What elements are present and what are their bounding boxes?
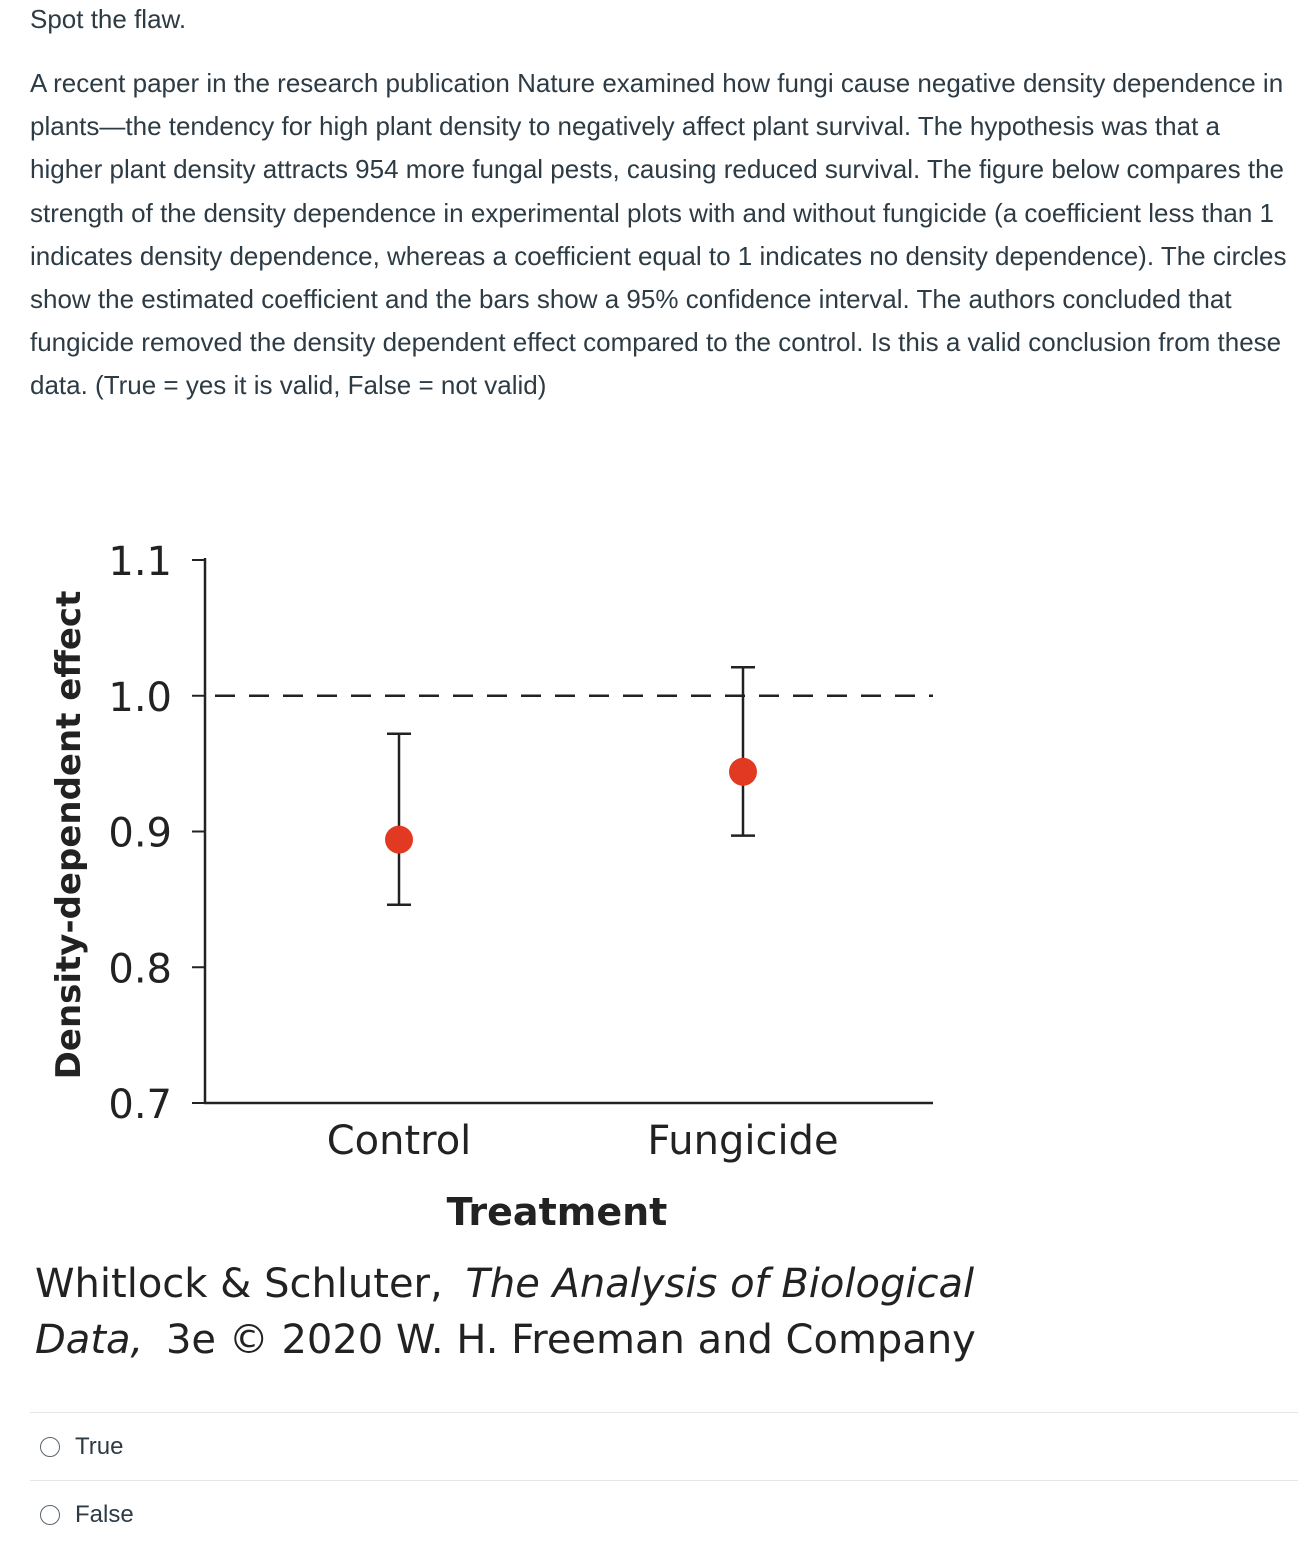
answer-options xyxy=(30,1412,1298,1548)
y-tick-label: 1.0 xyxy=(108,674,172,721)
answer-label-false: False xyxy=(75,1500,134,1528)
question-title: Spot the flaw. xyxy=(30,4,187,34)
x-axis-label: Treatment xyxy=(446,1190,668,1234)
question-body: A recent paper in the research publication Nature examined how fungi cause negative density dependence in plants—the tendency for high plant density to negatively affect plant survival. The hypothesis was that a higher plant density attracts 954 more fungal pests, causing reduced survival. The figure below compares the strength of the density dependence in experimental plots with and without fungicide (a coefficient less than 1 indicates density dependence, whereas a coefficient equal to 1 indicates no density dependence). The circles show the estimated coefficient and the bars show a 95% confidence interval. The authors concluded that fungicide removed the density dependent effect compared to the control. Is this a valid conclusion from these data. (True = yes it is valid, False = not valid) xyxy=(30,68,1287,401)
x-category-label: Control xyxy=(326,1118,472,1164)
radio-true[interactable] xyxy=(40,1437,60,1457)
y-tick-label: 0.9 xyxy=(108,810,172,857)
y-axis-ticks xyxy=(108,539,205,1128)
estimate-point xyxy=(385,826,413,854)
answer-label-true: True xyxy=(75,1432,124,1460)
credit-authors: Whitlock & Schluter, xyxy=(35,1261,443,1307)
credit-title-part-1: The Analysis of Biological xyxy=(465,1261,975,1307)
figure-credit-line-2 xyxy=(35,1317,976,1363)
y-tick-label: 0.7 xyxy=(108,1082,172,1128)
x-axis-categories xyxy=(327,1118,839,1164)
figure-credit-line-1 xyxy=(35,1261,974,1307)
credit-title-part-2: Data, xyxy=(35,1317,144,1363)
data-marks xyxy=(215,667,933,905)
estimate-point xyxy=(729,758,757,786)
y-tick-label: 1.1 xyxy=(108,539,172,585)
x-category-label: Fungicide xyxy=(647,1118,839,1164)
axes xyxy=(204,558,933,1104)
y-axis-label: Density-dependent effect xyxy=(49,590,89,1080)
answer-option-true[interactable] xyxy=(30,1412,1298,1480)
density-dependence-chart xyxy=(0,520,1000,1380)
y-tick-label: 0.8 xyxy=(108,946,172,993)
credit-publisher: 3e © 2020 W. H. Freeman and Company xyxy=(165,1317,976,1363)
radio-false[interactable] xyxy=(40,1505,60,1525)
